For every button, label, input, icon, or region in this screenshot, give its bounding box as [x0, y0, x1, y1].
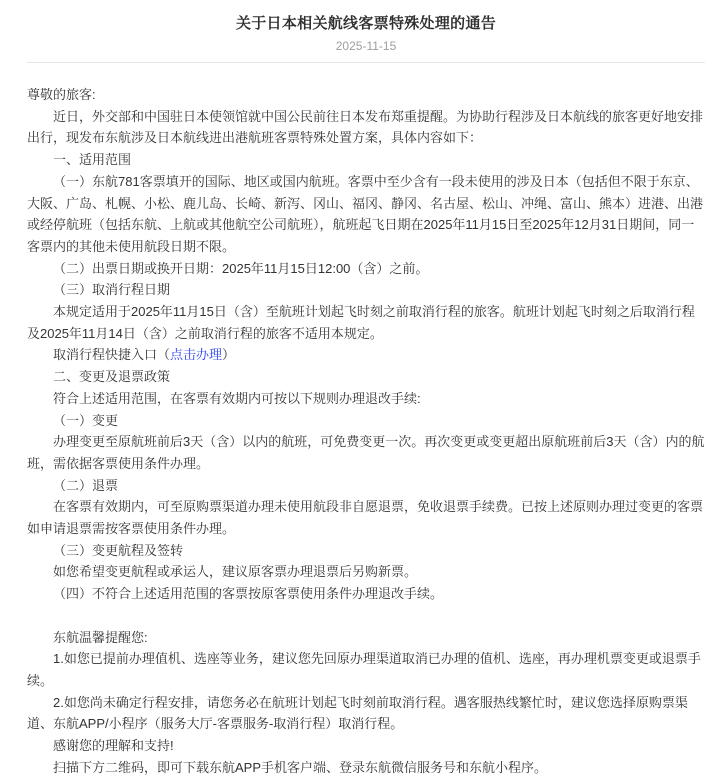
- scope-item-2: （二）出票日期或换开日期：2025年11月15日12:00（含）之前。: [53, 260, 429, 276]
- notice-title: 关于日本相关航线客票特殊处理的通告: [235, 15, 497, 32]
- policy-intro: 符合上述适用范围，在客票有效期内可按以下规则办理退改手续:: [53, 390, 421, 406]
- reminder-heading: 东航温馨提醒您:: [53, 629, 148, 645]
- change-heading: （一）变更: [53, 412, 119, 428]
- blank-line: [27, 605, 705, 627]
- reminder-item-1: 1.如您已提前办理值机、选座等业务，建议您先回原办理渠道取消已办理的值机、选座，再办理机票变更或退票手续。: [27, 651, 701, 688]
- section2-heading: 二、变更及退票政策: [53, 369, 171, 385]
- intro-paragraph: 近日，外交部和中国驻日本使领馆就中国公民前往日本发布郑重提醒。为协助行程涉及日本航线的旅客更好地安排出行，现发布东航涉及日本航线进出港航班客票特殊处置方案，具体内容如下：: [27, 108, 704, 146]
- scope-item-3: （三）取消行程日期: [53, 282, 171, 298]
- thanks-text: 感谢您的理解和支持!: [53, 738, 174, 754]
- reroute-heading: （三）变更航程及签转: [53, 542, 184, 558]
- header-divider: [27, 62, 705, 63]
- reminder-item-2: 2.如您尚未确定行程安排，请您务必在航班计划起飞时刻前取消行程。遇客服热线繁忙时，建议您选择原购票渠道、东航APP/小程序（服务大厅-客票服务-取消行程）取消行程。: [27, 694, 688, 732]
- qr-note: 扫描下方二维码，即可下载东航APP手机客户端、登录东航微信服务号和东航小程序。: [53, 759, 548, 775]
- quick-entry-prefix: 取消行程快捷入口（: [53, 347, 171, 363]
- reroute-detail: 如您希望变更航程或承运人，建议原客票办理退票后另购新票。: [53, 564, 418, 580]
- greeting-text: 尊敬的旅客:: [27, 87, 96, 102]
- notice-body: [27, 84, 705, 778]
- quick-entry-line: [27, 344, 705, 366]
- refund-detail: 在客票有效期内，可至原购票渠道办理未使用航段非自愿退票，免收退票手续费。已按上述原则办理过变更的客票如申请退票需按客票使用条件办理。: [27, 499, 704, 537]
- section1-heading: 一、适用范围: [53, 152, 132, 168]
- cancel-date-note: 本规定适用于2025年11月15日（含）至航班计划起飞时刻之前取消行程的旅客。航班计划起飞时刻之后取消行程及2025年11月14日（含）之前取消行程的旅客不适用本规定。: [27, 304, 695, 341]
- notice-date: 2025-11-15: [335, 39, 397, 53]
- other-ticket-note: （四）不符合上述适用范围的客票按原客票使用条件办理退改手续。: [53, 586, 444, 602]
- quick-entry-link[interactable]: 点击办理: [170, 347, 223, 363]
- quick-entry-suffix: ）: [222, 347, 236, 363]
- refund-heading: （二）退票: [53, 477, 119, 493]
- notice-header: [27, 13, 705, 53]
- scope-item-1: （一）东航781客票填开的国际、地区或国内航班。客票中至少含有一段未使用的涉及日本（包括但不限于东京、大阪、广岛、札幌、小松、鹿儿岛、长崎、新泻、冈山、福冈、静冈、名古屋、松山、冲绳、富山、熊本）进港、出港或经停航班（包括东航、上航或其他航空公司航班），航班起飞日期在2025年11月15日至2025年12月31日期间，同一客票内的其他未使用航段日期不限。: [27, 173, 704, 254]
- change-detail: 办理变更至原航班前后3天（含）以内的航班，可免费变更一次。再次变更或变更超出原航班前后3天（含）内的航班，需依据客票使用条件办理。: [27, 434, 705, 471]
